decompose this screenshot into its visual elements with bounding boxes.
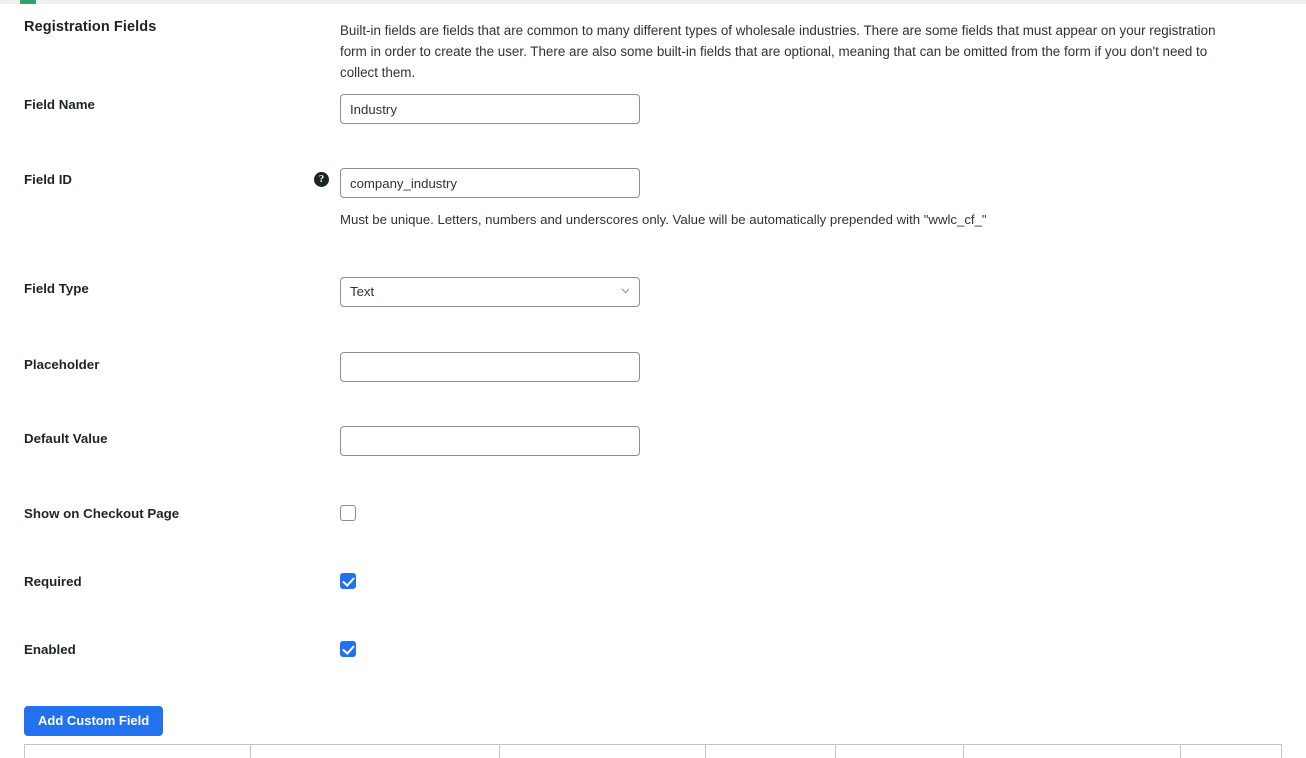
help-icon[interactable]: ?	[314, 172, 329, 187]
required-label: Required	[24, 574, 82, 589]
field-type-select[interactable]	[340, 277, 640, 307]
default-value-input[interactable]	[340, 426, 640, 456]
page-title: Registration Fields	[24, 19, 157, 35]
placeholder-label: Placeholder	[24, 357, 100, 372]
custom-fields-table-header	[24, 744, 1282, 758]
enabled-label: Enabled	[24, 642, 76, 657]
section-intro-text: Built-in fields are fields that are common to many different types of wholesale industries. There are some fields that must appear on your registration form in order to create the user. There are also some built-in fields that are optional, meaning that can be omitted from the form if you don't need to collect them.	[340, 23, 1216, 80]
add-custom-field-button[interactable]: Add Custom Field	[24, 706, 163, 736]
field-id-label: Field ID	[24, 172, 73, 187]
table-header-cell	[25, 745, 251, 758]
field-id-helper-text: Must be unique. Letters, numbers and underscores only. Value will be automatically prepended with "wwlc_cf_"	[340, 212, 987, 227]
table-header-cell	[964, 745, 1182, 758]
top-edge-strip	[0, 0, 1306, 4]
field-id-input[interactable]	[340, 168, 640, 198]
field-type-selected-value: Text	[340, 277, 640, 307]
table-header-cell	[836, 745, 964, 758]
field-name-label: Field Name	[24, 97, 95, 112]
placeholder-input[interactable]	[340, 352, 640, 382]
required-checkbox[interactable]	[340, 573, 356, 589]
table-header-cell	[500, 745, 706, 758]
show-on-checkout-label: Show on Checkout Page	[24, 506, 180, 521]
show-on-checkout-checkbox[interactable]	[340, 505, 356, 521]
left-rail	[0, 4, 8, 758]
table-header-cell	[706, 745, 836, 758]
enabled-checkbox[interactable]	[340, 641, 356, 657]
field-type-label: Field Type	[24, 281, 89, 296]
table-header-cell	[251, 745, 501, 758]
default-value-label: Default Value	[24, 431, 108, 446]
table-header-cell	[1181, 745, 1281, 758]
top-accent-marker	[20, 0, 36, 4]
field-name-input[interactable]	[340, 94, 640, 124]
